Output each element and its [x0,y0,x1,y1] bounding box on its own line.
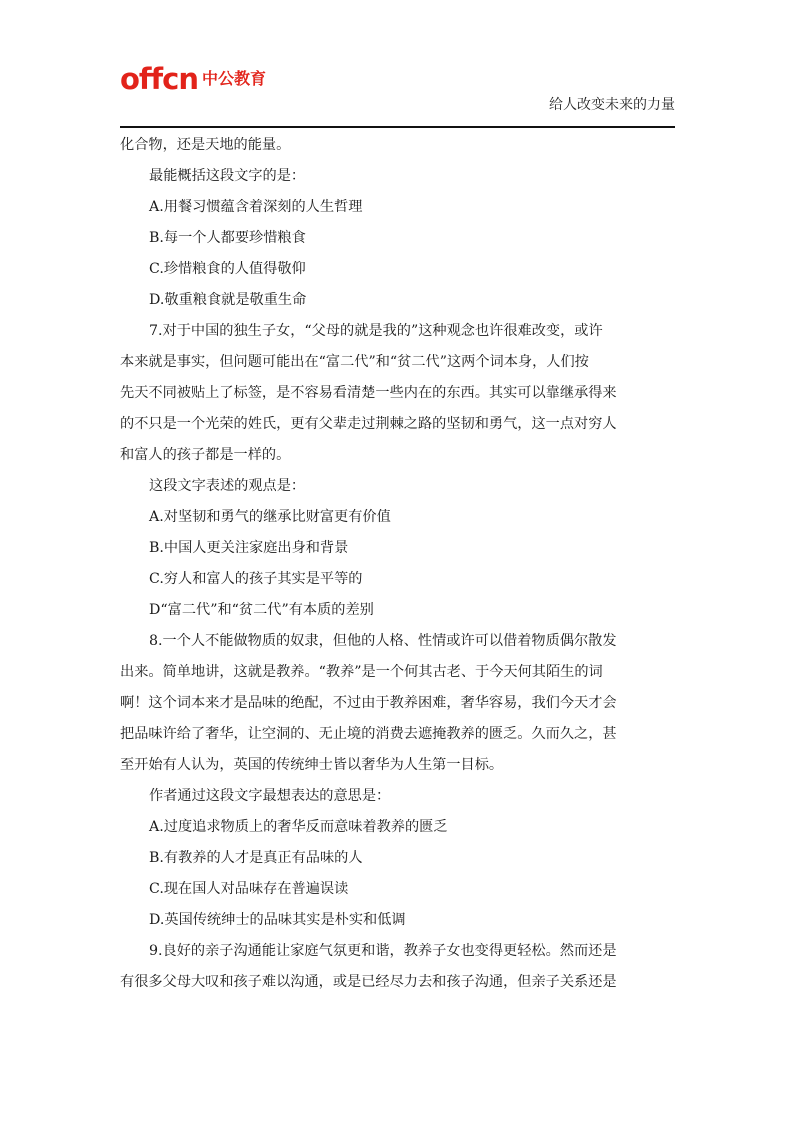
text-line: 7.对于中国的独生子女，“父母的就是我的”这种观念也许很难改变，或许 [149,323,603,339]
logo-latin-text: offcn [120,62,198,96]
text-line: 出来。简单地讲，这就是教养。“教养”是一个何其古老、于今天何其陌生的词 [120,664,603,680]
text-line: 作者通过这段文字最想表达的意思是： [149,788,391,804]
text-line: B.中国人更关注家庭出身和背景 [149,540,349,556]
text-line: A.对坚韧和勇气的继承比财富更有价值 [149,509,391,525]
text-line: 9.良好的亲子沟通能让家庭气氛更和谐，教养子女也变得更轻松。然而还是 [149,943,617,959]
text-line: 最能概括这段文字的是： [149,168,306,184]
text-line: D.英国传统绅士的品味其实是朴实和低调 [149,912,406,928]
logo-chinese-text: 中公教育 [202,69,267,88]
text-line: C.穷人和富人的孩子其实是平等的 [149,571,363,587]
text-line: 啊！这个词本来才是品味的绝配，不过由于教养困难，奢华容易，我们今天才会 [120,695,617,711]
text-line: A.过度追求物质上的奢华反而意味着教养的匮乏 [149,819,448,835]
text-line: 的不只是一个光荣的姓氏，更有父辈走过荆棘之路的坚韧和勇气，这一点对穷人 [120,416,617,432]
text-line: 这段文字表述的观点是： [149,478,306,494]
text-line: D“富二代”和“贫二代”有本质的差别 [149,602,374,618]
text-line: 先天不同被贴上了标签，是不容易看清楚一些内在的东西。其实可以靠继承得来 [120,385,617,401]
text-line: 有很多父母大叹和孩子难以沟通，或是已经尽力去和孩子沟通，但亲子关系还是 [120,974,617,990]
text-line: D.敬重粮食就是敬重生命 [149,292,307,308]
offcn-logo [120,64,266,94]
header-divider [120,126,675,128]
text-line: 化合物，还是天地的能量。 [120,137,291,153]
page-header [120,60,675,128]
text-line: C.珍惜粮食的人值得敬仰 [149,261,306,277]
text-line: 本来就是事实，但问题可能出在“富二代”和“贫二代”这两个词本身，人们按 [120,354,589,370]
text-line: 8.一个人不能做物质的奴隶，但他的人格、性情或许可以借着物质偶尔散发 [149,633,617,649]
text-line: B.有教养的人才是真正有品味的人 [149,850,363,866]
text-line: 和富人的孩子都是一样的。 [120,447,291,463]
text-line: A.用餐习惯蕴含着深刻的人生哲理 [149,199,363,215]
text-line: B.每一个人都要珍惜粮食 [149,230,306,246]
header-slogan: 给人改变未来的力量 [549,97,675,113]
text-line: C.现在国人对品味存在普遍误读 [149,881,349,897]
document-body [120,130,675,998]
text-line: 把品味许给了奢华，让空洞的、无止境的消费去遮掩教养的匮乏。久而久之，甚 [120,726,617,742]
text-line: 至开始有人认为，英国的传统绅士皆以奢华为人生第一目标。 [120,757,504,773]
